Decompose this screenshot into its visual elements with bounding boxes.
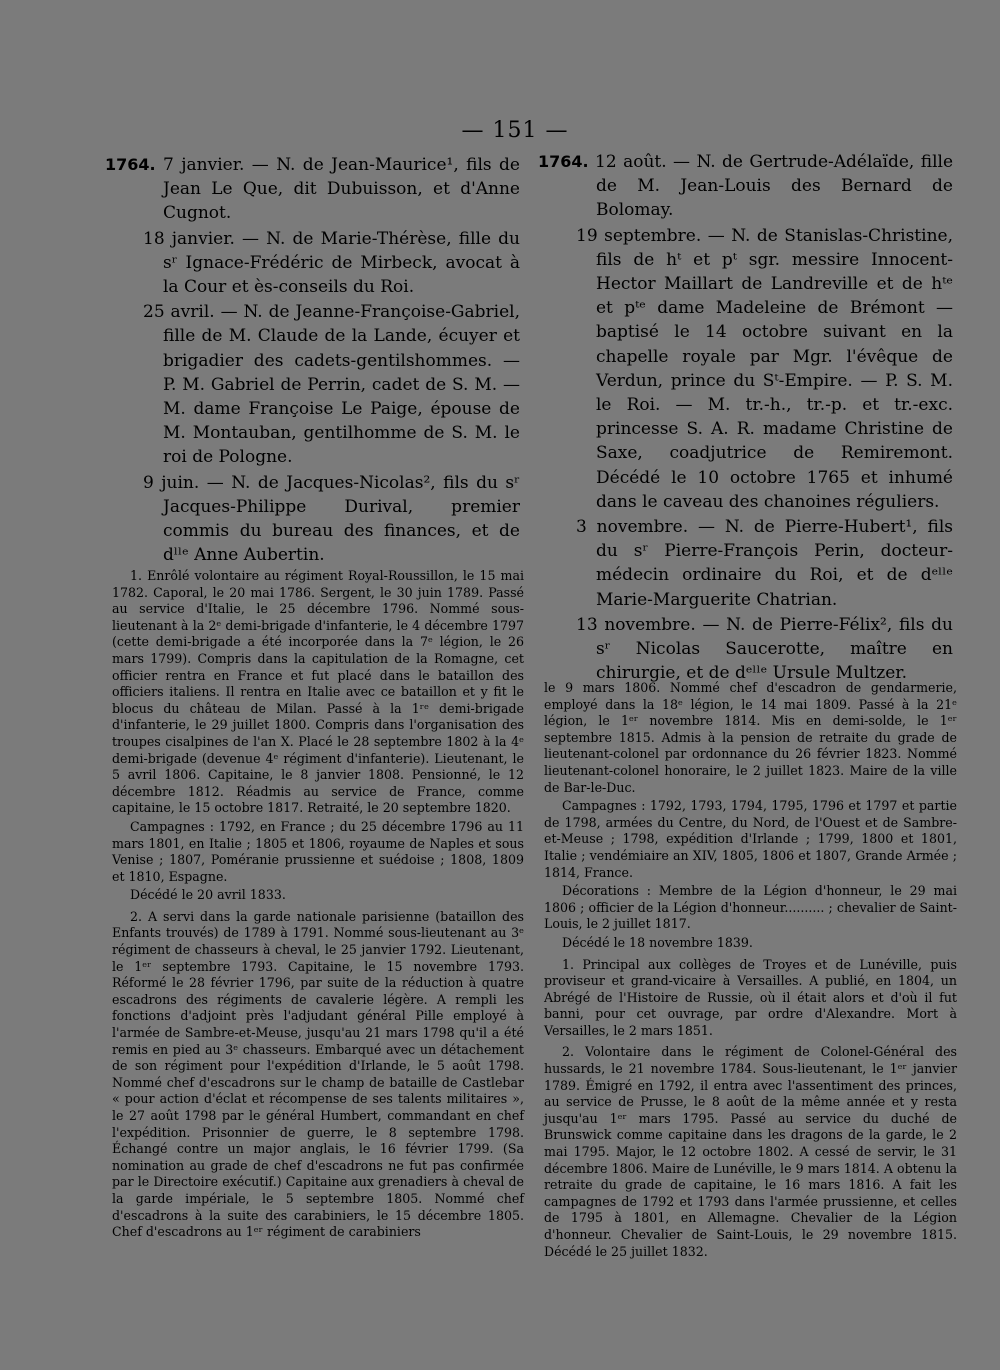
entry	[105, 227, 520, 300]
entry	[538, 224, 953, 514]
entry	[105, 153, 520, 226]
right-footnotes	[544, 680, 957, 1262]
entry-text: 18 janvier. — N. de Marie-Thérèse, fille du sʳ Ignace-Frédéric de Mirbeck, avocat à la Cour et ès-conseils du Roi.	[143, 228, 520, 298]
footnote: Campagnes : 1792, 1793, 1794, 1795, 1796 et 1797 et partie de 1798, armées du Centre, du Nord, de l'Ouest et de Sambre-et-Meuse ; 1798, expédition d'Irlande ; 1799, 1800 et 1801, Italie ; vendémiaire an XIV, 1805, 1806 et 1807, Grande Armée ; 1814, France.	[544, 798, 957, 880]
entry-text: 9 juin. — N. de Jacques-Nicolas², fils du sʳ Jacques-Philippe Durival, premier commis du bureau des finances, et de dˡˡᵉ Anne Aubertin.	[143, 472, 520, 566]
right-entries	[538, 150, 953, 686]
footnote: Décédé le 20 avril 1833.	[130, 887, 286, 903]
footnote: 1. Principal aux collèges de Troyes et de Lunéville, puis proviseur et grand-vicaire à Versailles. A publié, en 1804, un Abrégé de l'Histoire de Russie, où il était alors et d'où il fut banni, pour cet ouvrage, par ordre d'Alexandre. Mort à Versailles, le 2 mars 1851.	[544, 956, 957, 1038]
entry-text: 12 août. — N. de Gertrude-Adélaïde, fille de M. Jean-Louis des Bernard de Bolomay.	[595, 152, 954, 221]
footnote: 2. A servi dans la garde nationale parisienne (bataillon des Enfants trouvés) de 1789 à 1791. Nommé sous-lieutenant au 3ᵉ régiment de chasseurs à cheval, le 25 janvier 1792. Lieutenant, le 1ᵉʳ septembre 1793. Capitaine, le 15 novembre 1793. Réformé le 28 février 1796, par suite de la réduction à quatre escadrons des régiments de cavalerie légère. A rempli les fonctions d'adjoint près l'adjudant général Pille employé à l'armée de Sambre-et-Meuse, jusqu'au 21 mars 1798 qu'il a été remis en pied au 3ᵉ chasseurs. Embarqué avec un détachement de son régiment pour l'expédition d'Irlande, le 5 août 1798. Nommé chef d'escadrons sur le champ de bataille de Castlebar « pour action d'éclat et récompense de ses talents militaires », le 27 août 1798 par le général Humbert, commandant en chef l'expédition. Prisonnier de guerre, le 8 septembre 1798. Échangé contre un major anglais, le 16 février 1799. (Sa nomination au grade de chef d'escadrons ne fut pas confirmée par le Directoire exécutif.) Capitaine aux grenadiers à cheval de la garde impériale, le 5 septembre 1805. Nommé chef d'escadrons à la suite des carabiniers, le 15 décembre 1805. Chef d'escadrons au 1ᵉʳ régiment de carabiniers	[112, 908, 524, 1240]
entry-text: 25 avril. — N. de Jeanne-Françoise-Gabriel, fille de M. Claude de la Lande, écuyer et brigadier des cadets-gentilshommes. — P. M. Gabriel de Perrin, cadet de S. M. — M. dame Françoise Le Paige, épouse de M. Montauban, gentilhomme de S. M. le roi de Pologne.	[143, 302, 520, 468]
footnote: le 9 mars 1806. Nommé chef d'escadron de gendarmerie, employé dans la 18ᵉ légion, le 14 mai 1809. Passé à la 21ᵉ légion, le 1ᵉʳ novembre 1814. Mis en demi-solde, le 1ᵉʳ septembre 1815. Admis à la pension de retraite du grade de lieutenant-colonel par ordonnance du 26 février 1823. Nommé lieutenant-colonel honoraire, le 2 juillet 1823. Maire de la ville de Bar-le-Duc.	[544, 680, 957, 795]
footnote: Décorations : Membre de la Légion d'honneur, le 29 mai 1806 ; officier de la Légion d'honneur.......... ; chevalier de Saint-Louis, le 2 juillet 1817.	[544, 883, 957, 932]
footnote: Campagnes : 1792, en France ; du 25 décembre 1796 au 11 mars 1801, en Italie ; 1805 et 1806, royaume de Naples et sous Venise ; 1807, Poméranie prussienne et suédoise ; 1808, 1809 et 1810, Espagne.	[112, 818, 524, 884]
entry-text: 13 novembre. — N. de Pierre-Félix², fils du sʳ Nicolas Saucerotte, maître en chirurgie, et de dᵉˡˡᵉ Ursule Multzer.	[576, 614, 953, 684]
entry	[105, 300, 520, 469]
left-entries	[105, 153, 520, 568]
entry-year: 1764.	[105, 155, 156, 174]
footnote: Décédé le 18 novembre 1839.	[562, 934, 753, 950]
entry	[538, 150, 953, 223]
footnote: 2. Volontaire dans le régiment de Colonel-Général des hussards, le 21 novembre 1784. Sous-lieutenant, le 1ᵉʳ janvier 1789. Émigré en 1792, il entra avec l'assentiment des princes, au service de Prusse, le 8 août de la même année et y resta jusqu'au 1ᵉʳ mars 1795. Passé au service du duché de Brunswick comme capitaine dans les dragons de la garde, le 2 mai 1795. Major, le 12 octobre 1802. A cessé de servir, le 31 décembre 1806. Maire de Lunéville, le 9 mars 1814. A obtenu la retraite du grade de capitaine, le 16 mars 1816. A fait les campagnes de 1792 et 1793 dans l'armée prussienne, et celles de 1795 à 1801, en Allemagne. Chevalier de la Légion d'honneur. Chevalier de Saint-Louis, le 29 novembre 1815. Décédé le 25 juillet 1832.	[544, 1044, 957, 1259]
entry	[538, 515, 953, 612]
entry-year: 1764.	[538, 152, 589, 171]
left-footnotes	[112, 568, 524, 1243]
entry-text: 19 septembre. — N. de Stanislas-Christine, fils de hᵗ et pᵗ sgr. messire Innocent-Hector Maillart de Landreville et de hᵗᵉ et pᵗᵉ dame Madeleine de Brémont — baptisé le 14 octobre suivant en la chapelle royale par Mgr. l'évêque de Verdun, prince du Sᵗ-Empire. — P. S. M. le Roi. — M. tr.-h., tr.-p. et tr.-exc. princesse S. A. R. madame Christine de Saxe, coadjutrice de Remiremont. Décédé le 10 octobre 1765 et inhumé dans le caveau des chanoines réguliers.	[576, 225, 953, 512]
entry-text: 3 novembre. — N. de Pierre-Hubert¹, fils du sʳ Pierre-François Perin, docteur-médecin ordinaire du Roi, et de dᵉˡˡᵉ Marie-Marguerite Chatrian.	[576, 517, 953, 610]
entry	[105, 471, 520, 568]
entry-text: 7 janvier. — N. de Jean-Maurice¹, fils de Jean Le Que, dit Dubuisson, et d'Anne Cugnot.	[163, 155, 520, 224]
page-number: — 151 —	[461, 118, 569, 143]
footnote: 1. Enrôlé volontaire au régiment Royal-Roussillon, le 15 mai 1782. Caporal, le 20 mai 1786. Sergent, le 30 juin 1789. Passé au service d'Italie, le 25 décembre 1796. Nommé sous-lieutenant à la 2ᵉ demi-brigade d'infanterie, le 4 décembre 1797 (cette demi-brigade a été incorporée dans la 7ᵉ légion, le 26 mars 1799). Compris dans la capitulation de la Romagne, cet officier rentra en France et fut placé dans le bataillon des officiers italiens. Il rentra en Italie avec ce bataillon et y fit le blocus du château de Milan. Passé à la 1ʳᵉ demi-brigade d'infanterie, le 29 juillet 1800. Compris dans l'organisation des troupes cisalpines de l'an X. Placé le 28 septembre 1802 à la 4ᵉ demi-brigade (devenue 4ᵉ régiment d'infanterie). Lieutenant, le 5 avril 1806. Capitaine, le 8 janvier 1808. Pensionné, le 12 décembre 1812. Réadmis au service de France, comme capitaine, le 15 octobre 1817. Retraité, le 20 septembre 1820.	[112, 568, 524, 816]
entry	[538, 613, 953, 686]
